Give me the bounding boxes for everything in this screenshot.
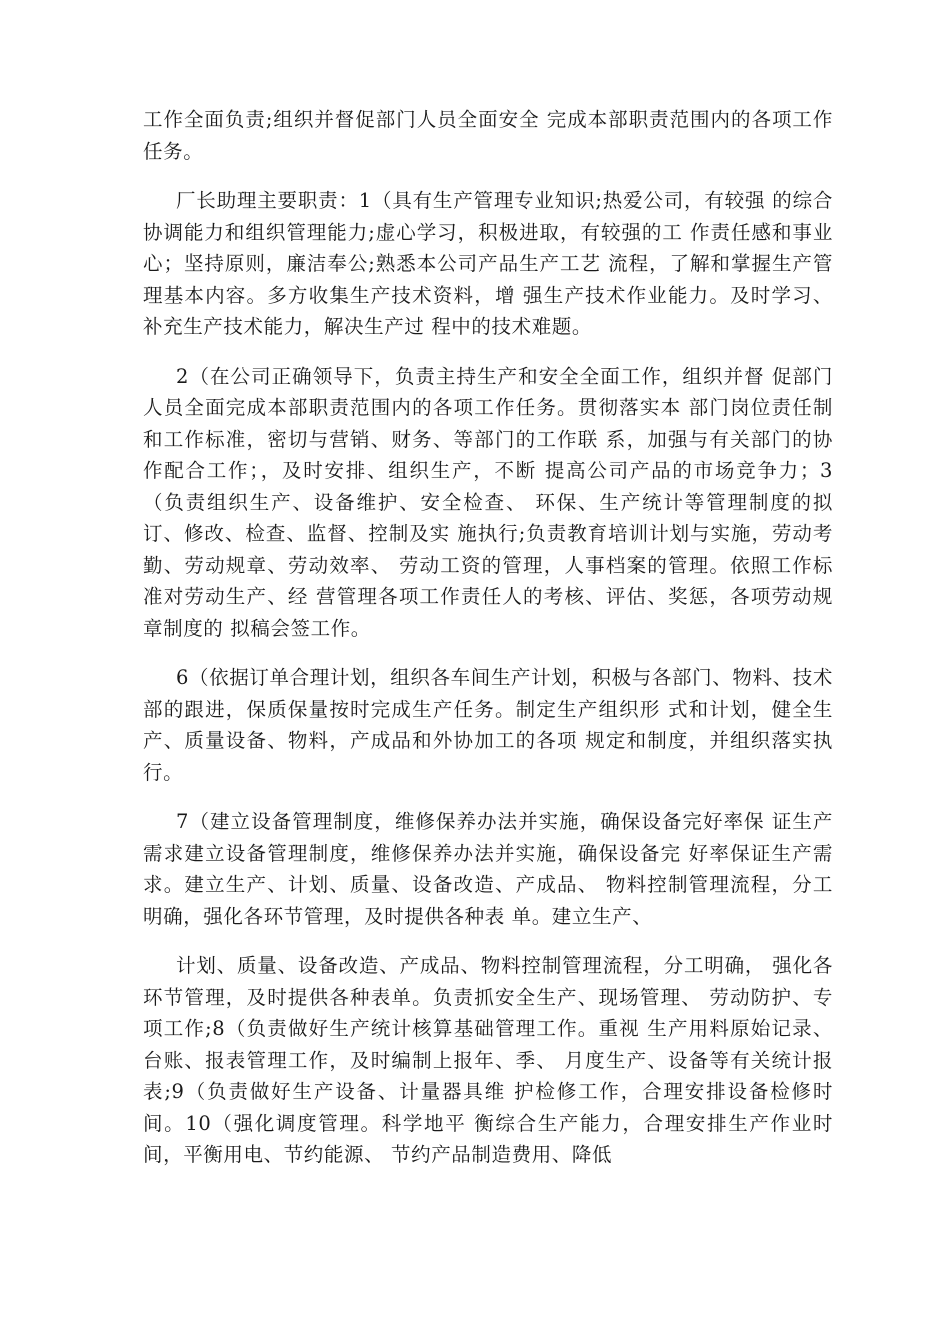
paragraph-2: 厂长助理主要职责：1（具有生产管理专业知识;热爱公司，有较强 的综合协调能力和组织管理能力;虚心学习，积极进取，有较强的工 作责任感和事业心；坚持原则，廉洁奉公;熟悉本公司产品生产工艺 流程，了解和掌握生产管理基本内容。多方收集生产技术资料，增 强生产技术作业能力。及时学习、补充生产技术能力，解决生产过 程中的技术难题。 <box>143 189 833 338</box>
paragraph-3: 2（在公司正确领导下，负责主持生产和安全全面工作，组织并督 促部门人员全面完成本部职责范围内的各项工作任务。贯彻落实本 部门岗位责任制和工作标准，密切与营销、财务、等部门的工作联 系，加强与有关部门的协作配合工作；，及时安排、组织生产，不断 提高公司产品的市场竞争力；3（负责组织生产、设备维护、安全检查、 环保、生产统计等管理制度的拟订、修改、检查、监督、控制及实 施执行;负责教育培训计划与实施，劳动考勤、劳动规章、劳动效率、 劳动工资的管理，人事档案的管理。依照工作标准对劳动生产、经 营管理各项工作责任人的考核、评估、奖惩，各项劳动规章制度的 拟稿会签工作。 <box>143 364 833 640</box>
document-body <box>143 104 833 1189</box>
paragraph-1: 工作全面负责;组织并督促部门人员全面安全 完成本部职责范围内的各项工作任务。 <box>143 108 833 163</box>
paragraph-4: 6（依据订单合理计划，组织各车间生产计划，积极与各部门、物料、技术部的跟进，保质保量按时完成生产任务。制定生产组织形 式和计划，健全生产、质量设备、物料，产成品和外协加工的各项 规定和制度，并组织落实执行。 <box>143 666 833 784</box>
paragraph-5: 7（建立设备管理制度，维修保养办法并实施，确保设备完好率保 证生产需求建立设备管理制度，维修保养办法并实施，确保设备完 好率保证生产需求。建立生产、计划、质量、设备改造、产成品、 物料控制管理流程，分工明确，强化各环节管理，及时提供各种表 单。建立生产、 <box>143 810 833 928</box>
paragraph-6: 计划、质量、设备改造、产成品、物料控制管理流程，分工明确， 强化各环节管理，及时提供各种表单。负责抓安全生产、现场管理、 劳动防护、专项工作;8（负责做好生产统计核算基础管理工作。重视 生产用料原始记录、台账、报表管理工作，及时编制上报年、季、 月度生产、设备等有关统计报表;9（负责做好生产设备、计量器具维 护检修工作，合理安排设备检修时间。10（强化调度管理。科学地平 衡综合生产能力，合理安排生产作业时间，平衡用电、节约能源、 节约产品制造费用、降低 <box>143 954 833 1166</box>
